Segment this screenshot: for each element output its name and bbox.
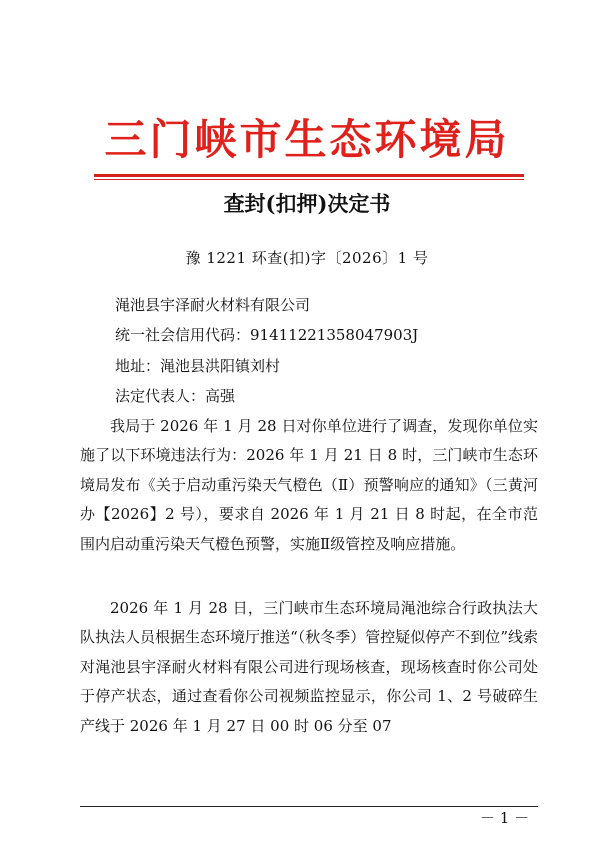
document-number: 豫 1221 环查(扣)字〔2026〕1 号 <box>185 249 429 267</box>
document-title: 查封(扣押)决定书 <box>223 191 391 216</box>
header-red-rule-thin <box>94 179 524 180</box>
party-legal-rep: 法定代表人：高强 <box>115 387 236 405</box>
party-credit-code: 统一社会信用代码：91411221358047903J <box>115 326 419 344</box>
body-paragraph-1: 我局于 2026 年 1 月 28 日对你单位进行了调查，发现你单位实施了以下环境违法行为：2026 年 1 月 21 日 8 时，三门峡市生态环境局发布《关于启动重污染天气橙色（Ⅱ）预警响应的通知》（三黄河办【2026】2 号），要求自 2026 年 1 月 21 日 8 时起，在全市范围内启动重污染天气橙色预警，实施Ⅱ级管控及响应措施。 <box>80 417 538 553</box>
party-address: 地址：渑池县洪阳镇刘村 <box>115 357 281 375</box>
page-number: － 1 － <box>480 809 530 827</box>
agency-header: 三门峡市生态环境局 <box>104 115 510 164</box>
party-name: 渑池县宇泽耐火材料有限公司 <box>115 296 311 314</box>
body-paragraph-2: 2026 年 1 月 28 日，三门峡市生态环境局渑池综合行政执法大队执法人员根据生态环境厅推送“（秋冬季）管控疑似停产不到位”线索对渑池县宇泽耐火材料有限公司进行现场核查，现场核查时你公司处于停产状态，通过查看你公司视频监控显示，你公司 1、2 号破碎生产线于 2026 年 1 月 27 日 00 时 06 分至 07 <box>80 599 538 735</box>
header-red-rule-thick <box>94 174 524 177</box>
footer-rule <box>80 806 538 807</box>
